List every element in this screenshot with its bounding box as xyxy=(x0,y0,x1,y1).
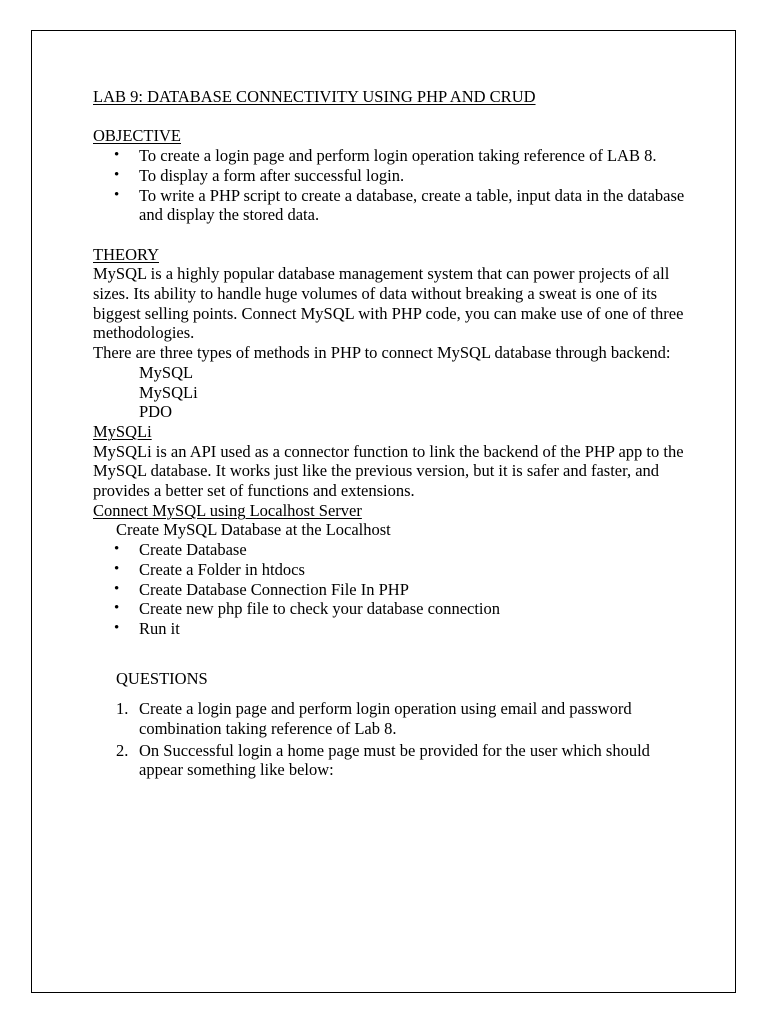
methods-list xyxy=(93,363,693,422)
bullet-icon: • xyxy=(114,147,120,164)
bullet-icon: • xyxy=(114,580,120,597)
document-body xyxy=(93,87,693,782)
list-item: • To create a login page and perform login operation taking reference of LAB 8. xyxy=(114,146,657,166)
question-number: 2. xyxy=(116,740,129,760)
bullet-icon: • xyxy=(114,560,120,577)
questions-list xyxy=(93,699,693,780)
bullet-icon: • xyxy=(114,186,120,203)
bullet-icon: • xyxy=(114,166,120,183)
mysqli-paragraph: MySQLi is an API used as a connector function to link the backend of the PHP app to the MySQL database. It works just like the previous version, but it is safer and faster, and provides a better set of functions and extensions. xyxy=(93,441,684,501)
list-item: • Run it xyxy=(114,618,180,638)
mysqli-heading: MySQLi xyxy=(93,421,152,441)
questions-heading: QUESTIONS xyxy=(116,668,208,688)
question-item xyxy=(116,699,693,739)
list-item: • To write a PHP script to create a database, create a table, input data in the database and display the stored data. xyxy=(114,185,685,225)
theory-paragraph-1: MySQL is a highly popular database management system that can power projects of all sizes. Its ability to handle huge volumes of data without breaking a sweat is one of its biggest selling points. Connect MySQL with PHP code, you can make use of one of three methodologies. xyxy=(93,264,684,343)
theory-heading: THEORY xyxy=(93,244,159,264)
page-title: LAB 9: DATABASE CONNECTIVITY USING PHP AND CRUD xyxy=(93,87,536,106)
bullet-icon: • xyxy=(114,541,120,558)
question-text: On Successful login a home page must be provided for the user which should appear something like below: xyxy=(139,740,650,780)
method-item: MySQLi xyxy=(139,382,198,402)
objective-heading: OBJECTIVE xyxy=(93,126,181,146)
list-item: • Create new php file to check your database connection xyxy=(114,599,501,619)
question-item xyxy=(116,740,693,780)
bullet-icon: • xyxy=(114,600,120,617)
list-item: • Create Database xyxy=(114,540,247,560)
list-item: • Create a Folder in htdocs xyxy=(114,559,305,579)
bullet-icon: • xyxy=(114,619,120,636)
method-item: PDO xyxy=(139,402,173,422)
list-item: • Create Database Connection File In PHP xyxy=(114,579,409,599)
connect-steps-list xyxy=(93,540,693,639)
objective-list xyxy=(93,146,693,225)
method-item: MySQL xyxy=(139,362,194,382)
connect-subheading: Create MySQL Database at the Localhost xyxy=(116,520,391,540)
list-item: • To display a form after successful login. xyxy=(114,165,405,185)
question-number: 1. xyxy=(116,699,129,719)
question-text: Create a login page and perform login operation using email and password combination taking reference of Lab 8. xyxy=(139,699,632,739)
theory-paragraph-2: There are three types of methods in PHP to connect MySQL database through backend: xyxy=(93,343,671,363)
connect-heading: Connect MySQL using Localhost Server xyxy=(93,500,362,520)
